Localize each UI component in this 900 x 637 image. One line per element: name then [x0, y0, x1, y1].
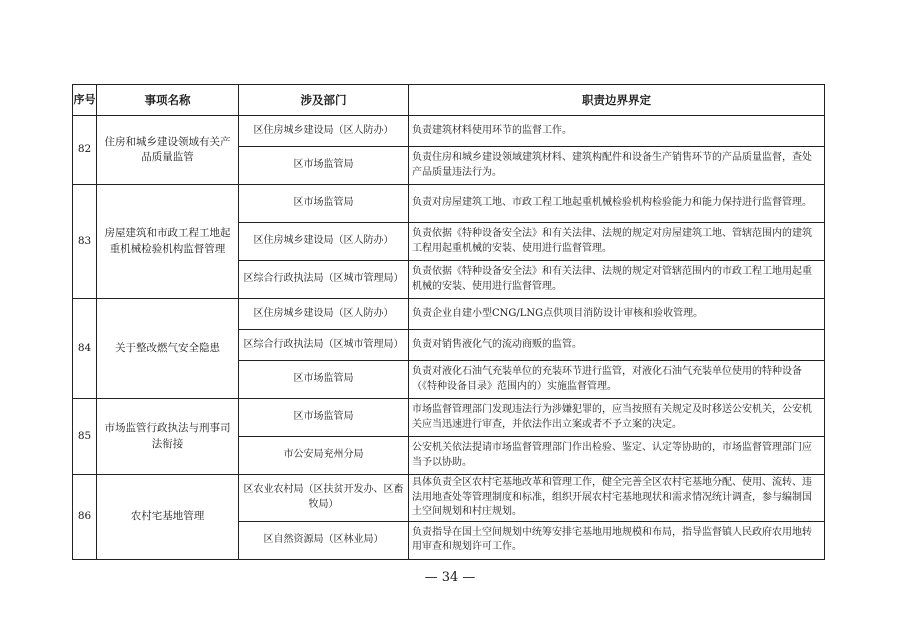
department-cell: 区农业农村局（区扶贫开发办、区畜牧局） [239, 475, 409, 522]
department-cell: 市公安局兖州分局 [239, 437, 409, 475]
item-number: 82 [73, 116, 97, 185]
department-cell: 区住房城乡建设局（区人防办） [239, 299, 409, 330]
duty-cell: 负责企业自建小型CNG/LNG点供项目消防设计审核和验收管理。 [409, 299, 825, 330]
department-cell: 区自然资源局（区林业局） [239, 521, 409, 559]
header-seq: 序号 [73, 85, 97, 116]
duty-cell: 市场监督管理部门发现违法行为涉嫌犯罪的，应当按照有关规定及时移送公安机关，公安机关应当迅速进行审查，并依法作出立案或者不予立案的决定。 [409, 399, 825, 437]
duty-cell: 负责依据《特种设备安全法》和有关法律、法规的规定对管辖范围内的市政工程工地用起重机械的安装、使用进行监督管理。 [409, 261, 825, 299]
header-duty-boundary: 职责边界界定 [409, 85, 825, 116]
duty-cell: 负责依据《特种设备安全法》和有关法律、法规的规定对房屋建筑工地、管辖范围内的建筑工程用起重机械的安装、使用进行监督管理。 [409, 223, 825, 261]
page-number: — 34 — [424, 570, 476, 585]
department-cell: 区市场监管局 [239, 185, 409, 223]
department-cell: 区住房城乡建设局（区人防办） [239, 116, 409, 147]
table-row [73, 299, 825, 330]
department-cell: 区市场监管局 [239, 399, 409, 437]
item-number: 84 [73, 299, 97, 399]
duty-cell: 负责对液化石油气充装单位的充装环节进行监管，对液化石油气充装单位使用的特种设备（《特种设备目录》范围内的）实施监督管理。 [409, 361, 825, 399]
responsibility-table [72, 84, 825, 560]
table-row [73, 475, 825, 522]
duty-cell: 负责对房屋建筑工地、市政工程工地起重机械检验机构检验能力和能力保持进行监督管理。 [409, 185, 825, 223]
item-number: 86 [73, 475, 97, 560]
item-name: 市场监管行政执法与刑事司法衔接 [97, 399, 239, 475]
department-cell: 区市场监管局 [239, 361, 409, 399]
duty-cell: 具体负责全区农村宅基地改革和管理工作，健全完善全区农村宅基地分配、使用、流转、违法用地查处等管理制度和标准，组织开展农村宅基地现状和需求情况统计调查，参与编制国土空间规划和村庄规划。 [409, 475, 825, 522]
table-row [73, 185, 825, 223]
duty-cell: 负责对销售液化气的流动商贩的监管。 [409, 330, 825, 361]
item-name: 住房和城乡建设领域有关产品质量监管 [97, 116, 239, 185]
table-body [73, 116, 825, 560]
department-cell: 区市场监管局 [239, 147, 409, 185]
item-number: 85 [73, 399, 97, 475]
header-item-name: 事项名称 [97, 85, 239, 116]
table-header [73, 85, 825, 116]
duty-cell: 负责指导在国土空间规划中统筹安排宅基地用地规模和布局，指导监督镇人民政府农用地转用审查和规划许可工作。 [409, 521, 825, 559]
duty-cell: 公安机关依法提请市场监督管理部门作出检验、鉴定、认定等协助的，市场监督管理部门应当予以协助。 [409, 437, 825, 475]
item-number: 83 [73, 185, 97, 299]
table-row [73, 399, 825, 437]
header-department: 涉及部门 [239, 85, 409, 116]
department-cell: 区综合行政执法局（区城市管理局） [239, 261, 409, 299]
department-cell: 区住房城乡建设局（区人防办） [239, 223, 409, 261]
item-name: 关于整改燃气安全隐患 [97, 299, 239, 399]
item-name: 房屋建筑和市政工程工地起重机械检验机构监督管理 [97, 185, 239, 299]
item-name: 农村宅基地管理 [97, 475, 239, 560]
department-cell: 区综合行政执法局（区城市管理局） [239, 330, 409, 361]
duty-cell: 负责建筑材料使用环节的监督工作。 [409, 116, 825, 147]
duty-cell: 负责住房和城乡建设领域建筑材料、建筑构配件和设备生产销售环节的产品质量监督，查处产品质量违法行为。 [409, 147, 825, 185]
table-row [73, 116, 825, 147]
